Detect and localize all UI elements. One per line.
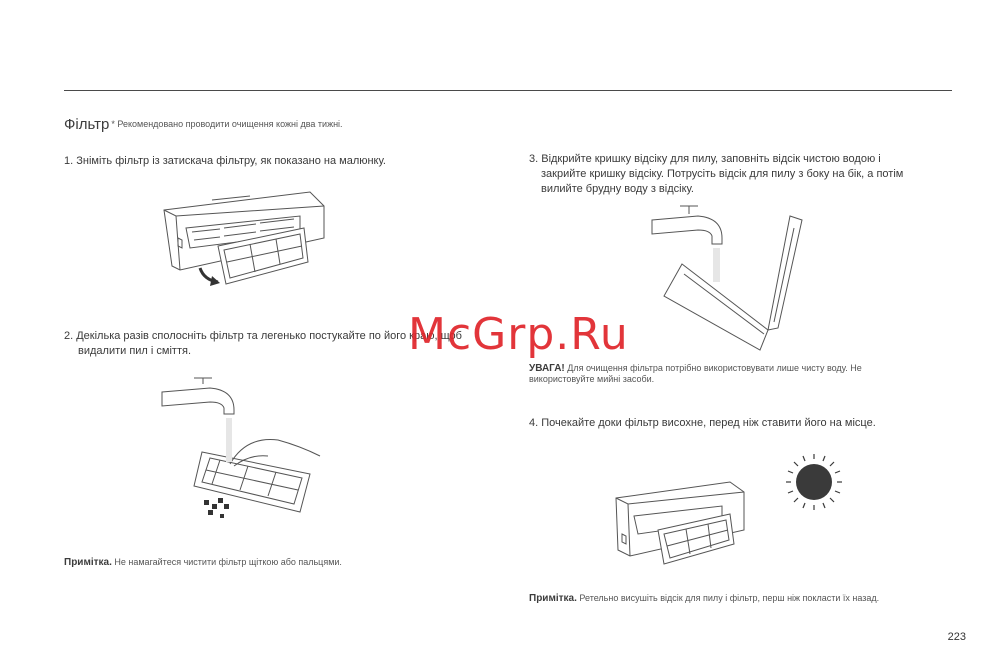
step-3-line-3: вилийте брудну воду з відсіку.: [541, 183, 694, 195]
note-1: [64, 557, 342, 568]
step-2-text: [64, 329, 462, 359]
note-2: [529, 593, 879, 604]
section-title: [64, 116, 343, 133]
section-title-note: * Рекомендовано проводити очищення кожні два тижні.: [111, 119, 343, 129]
step-4-text: 4. Почекайте доки фільтр висохне, перед ніж ставити його на місце.: [529, 417, 876, 429]
warning-note: [529, 363, 862, 385]
step-1-text: 1. Зніміть фільтр із затискача фільтру, як показано на малюнку.: [64, 155, 386, 167]
warning-text-line-2: використовуйте мийні засоби.: [529, 374, 655, 384]
page-number: 223: [947, 631, 966, 643]
header-rule: [64, 90, 952, 91]
watermark: McGrp.Ru: [408, 309, 629, 360]
step-2-line-2: видалити пил і сміття.: [78, 345, 191, 357]
drying-filter-illustration: [612, 478, 752, 568]
note-2-text: Ретельно висушіть відсік для пилу і фільтр, перш ніж покласти їх назад.: [579, 593, 880, 603]
note-1-text: Не намагайтеся чистити фільтр щіткою або пальцями.: [114, 557, 342, 567]
warning-label: УВАГА!: [529, 363, 565, 374]
step-3-line-1: 3. Відкрийте кришку відсіку для пилу, заповніть відсік чистою водою і: [529, 153, 881, 165]
step-3-text: [529, 152, 903, 197]
warning-text-line-1: Для очищення фільтра потрібно використовувати лише чисту воду. Не: [567, 363, 862, 373]
rinse-filter-illustration: [160, 376, 330, 526]
step-3-line-2: закрийте кришку відсіку. Потрусіть відсік для пилу з боку на бік, а потім: [541, 168, 904, 180]
step-2-line-1: 2. Декілька разів сполосніть фільтр та легенько постукайте по його краю, щоб: [64, 330, 462, 342]
note-2-label: Примітка.: [529, 593, 577, 604]
section-title-text: Фільтр: [64, 116, 110, 133]
dust-compartment-illustration: [650, 204, 810, 354]
sun-icon: [784, 452, 844, 512]
note-1-label: Примітка.: [64, 557, 112, 568]
filter-removal-illustration: [160, 188, 330, 288]
